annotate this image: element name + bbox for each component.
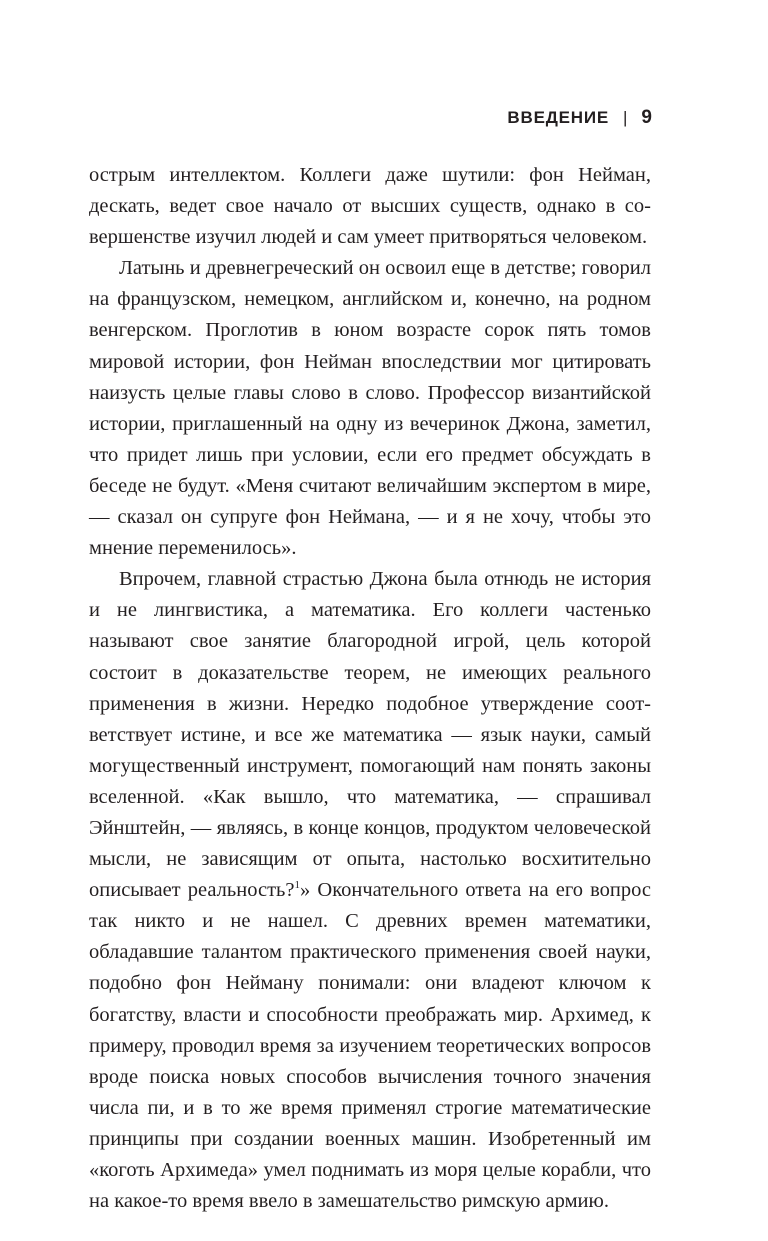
section-title: ВВЕДЕНИЕ — [507, 108, 609, 127]
paragraph-3-text-after: » Окончательного ответа на его вопрос так никто и не нашел. С древних времен математики, обладавшие талантом практического применения своей науки, подобно фон Нейману понимали: они владеют ключом к богатству, власти и способности преображать мир. Архимед, к примеру, проводил время за изучением теоретических вопросов вроде поиска новых способов вычисления точного значения числа пи, и в то же время применял строгие математические принципы при создании военных машин. Изобретенный им «коготь Архимеда» умел поднимать из моря целые корабли, что на какое-то время ввело в замешательство римскую армию. — [89, 879, 652, 1213]
paragraph-2: Латынь и древнегреческий он освоил еще в детстве; говорил на французском, немецком, английском и, конечно, на родном венгерском. Проглотив в юном возрасте сорок пять томов мировой истории, фон Нейман впоследствии мог цитировать наизусть целые главы слово в слово. Профессор византийской истории, приглашенный на одну из вечеринок Джона, заметил, что придет лишь при условии, если его предмет обсуждать в беседе не будут. «Меня считают величайшим экспертом в мире, — сказал он супруге фон Неймана, — и я не хочу, чтобы это мнение переменилось». — [89, 257, 651, 560]
header-separator: | — [623, 108, 628, 127]
page-number: 9 — [641, 107, 652, 128]
paragraph-3-text-before: Впрочем, главной страстью Джона была отнюдь не история и не лингвистика, а математика. Его коллеги частенько называют свое занятие благородной игрой, цель которой состоит в доказательстве теорем, не имеющих реального применения в жизни. Нередко подобное утверждение соответствует истине, и все же математика — язык науки, самый могущественный инструмент, помогающий нам понять законы вселенной. «Как вышло, что математика, — спрашивал Эйнштейн, — являясь, в конце концов, продуктом человеческой мысли, не зависящим от опыта, настолько восхитительно описывает реальность? — [89, 568, 651, 902]
paragraph-3 — [89, 564, 651, 1217]
running-head — [507, 106, 652, 130]
body-text — [89, 160, 651, 1217]
footnote-reference[interactable]: 1 — [294, 879, 300, 892]
paragraph-1: острым интеллектом. Коллеги даже шутили: фон Нейман, дескать, ведет свое начало от высших существ, однако в совершенстве изучил людей и сам умеет притворяться человеком. — [89, 164, 651, 249]
